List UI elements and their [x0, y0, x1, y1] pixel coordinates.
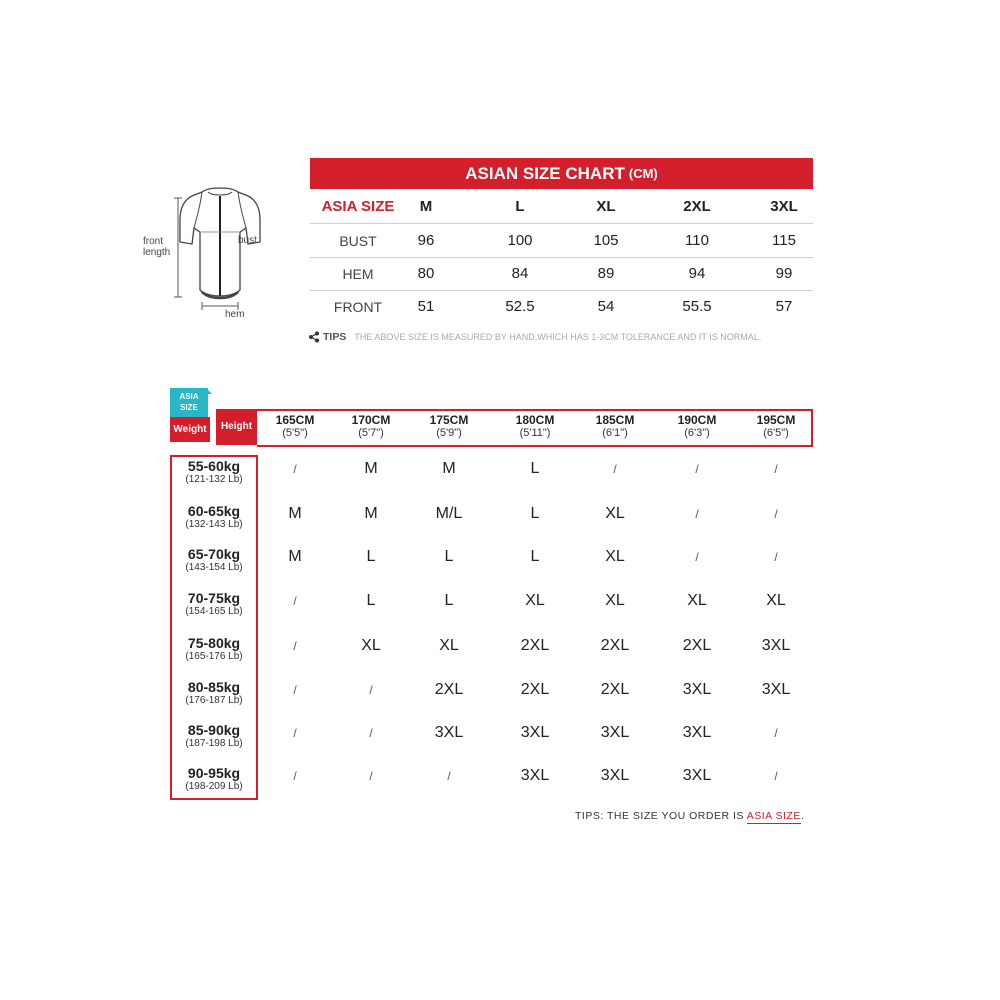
size-recommendation-cell: / — [369, 769, 373, 783]
weight-kg: 55-60kg — [187, 458, 241, 474]
size-chart-title: ASIAN SIZE CHART — [465, 163, 625, 183]
height-cm: 170CM — [351, 413, 391, 427]
size-recommendation-cell: / — [774, 462, 778, 476]
size-recommendation-cell: 2XL — [600, 637, 630, 654]
weight-lb: (198-209 Lb) — [185, 781, 243, 792]
weight-kg: 75-80kg — [187, 635, 241, 651]
weight-kg: 90-95kg — [187, 765, 241, 781]
weight-kg: 60-65kg — [187, 503, 241, 519]
size-recommendation-cell: / — [293, 769, 297, 783]
size-recommendation-cell: M — [364, 460, 378, 477]
weight-lb: (165-176 Lb) — [185, 651, 243, 662]
size-recommendation-cell: / — [774, 726, 778, 740]
weight-cell — [170, 590, 258, 617]
size-recommendation-cell: / — [774, 550, 778, 564]
table-cell: 96 — [417, 232, 435, 249]
weight-lb: (132-143 Lb) — [185, 519, 243, 530]
size-header-cell: XL — [596, 198, 616, 215]
weight-cell — [170, 546, 258, 573]
size-recommendation-cell: M — [442, 460, 456, 477]
table-cell: 57 — [775, 298, 793, 315]
table-cell: 84 — [511, 265, 529, 282]
height-cm: 190CM — [677, 413, 717, 427]
height-cm: 185CM — [595, 413, 635, 427]
height-ft: (5'7") — [358, 427, 384, 439]
size-recommendation-cell: 3XL — [682, 724, 712, 741]
size-recommendation-cell: 3XL — [600, 767, 630, 784]
size-recommendation-cell: / — [695, 550, 699, 564]
height-ft: (6'5") — [763, 427, 789, 439]
size-recommendation-cell: L — [366, 548, 376, 565]
tips-text: THE ABOVE SIZE IS MEASURED BY HAND,WHICH HAS 1-3CM TOLERANCE AND IT IS NORMAL. — [354, 332, 762, 342]
size-recommendation-cell: XL — [605, 592, 625, 609]
size-recommendation-cell: 2XL — [520, 681, 550, 698]
size-recommendation-cell: 2XL — [600, 681, 630, 698]
table-cell: 100 — [507, 232, 533, 249]
table-cell: 54 — [597, 298, 615, 315]
size-recommendation-cell: L — [444, 592, 454, 609]
size-recommendation-cell: / — [293, 726, 297, 740]
height-header: Height — [216, 409, 257, 445]
size-recommendation-cell: 2XL — [682, 637, 712, 654]
weight-kg: 85-90kg — [187, 722, 241, 738]
weight-kg: 65-70kg — [187, 546, 241, 562]
table-cell: 110 — [685, 232, 709, 249]
height-cell — [409, 413, 489, 439]
size-recommendation-cell: XL — [605, 505, 625, 522]
size-recommendation-cell: 3XL — [682, 767, 712, 784]
weight-cell — [170, 722, 258, 749]
height-cell — [331, 413, 411, 439]
weight-cell — [170, 765, 258, 792]
weight-lb: (121-132 Lb) — [185, 474, 243, 485]
size-header-cell: 3XL — [770, 198, 798, 215]
asia-size-badge: ASIA SIZE — [170, 388, 208, 417]
size-recommendation-cell: M — [288, 505, 302, 522]
size-header-cell: 2XL — [683, 198, 711, 215]
size-recommendation-cell: 3XL — [600, 724, 630, 741]
height-ft: (6'1") — [602, 427, 628, 439]
table-cell: 80 — [417, 265, 435, 282]
order-tips-highlight: ASIA SIZE — [746, 810, 801, 822]
tips-label: TIPS — [323, 331, 347, 343]
table-cell: 55.5 — [682, 298, 712, 315]
badge-fold — [206, 388, 212, 394]
size-recommendation-cell: / — [293, 639, 297, 653]
size-header-cell: M — [419, 198, 433, 215]
size-recommendation-cell: L — [530, 505, 540, 522]
size-recommendation-cell: L — [366, 592, 376, 609]
size-recommendation-cell: 3XL — [761, 681, 791, 698]
height-ft: (5'9") — [436, 427, 462, 439]
height-ft: (5'11") — [519, 427, 551, 439]
order-tips-suffix: . — [800, 810, 805, 822]
size-recommendation-cell: / — [695, 462, 699, 476]
height-cm: 195CM — [756, 413, 796, 427]
table-cell: 115 — [772, 232, 796, 249]
share-icon — [308, 331, 320, 343]
table-cell: 105 — [593, 232, 619, 249]
weight-cell — [170, 458, 258, 485]
size-recommendation-cell: XL — [525, 592, 545, 609]
size-chart-unit: (CM) — [628, 166, 658, 181]
size-chart-row-front — [310, 291, 813, 323]
size-recommendation-cell: / — [293, 683, 297, 697]
asia-size-header: ASIA SIZE — [321, 198, 395, 215]
size-recommendation-cell: XL — [361, 637, 381, 654]
front-length-label: front length — [143, 236, 171, 258]
size-recommendation-cell: XL — [439, 637, 459, 654]
size-recommendation-cell: L — [530, 460, 540, 477]
size-recommendation-cell: 3XL — [520, 724, 550, 741]
size-recommendation-cell: XL — [605, 548, 625, 565]
table-cell: 51 — [417, 298, 435, 315]
size-recommendation-cell: XL — [687, 592, 707, 609]
height-cm: 165CM — [275, 413, 315, 427]
size-recommendation-cell: / — [774, 507, 778, 521]
size-chart-header-row — [310, 191, 813, 224]
size-chart-row-bust — [310, 225, 813, 258]
row-label: FRONT — [333, 299, 383, 315]
row-label: HEM — [342, 266, 374, 282]
weight-cell — [170, 635, 258, 662]
size-recommendation-cell: / — [369, 683, 373, 697]
height-ft: (6'3") — [684, 427, 710, 439]
size-recommendation-cell: / — [695, 507, 699, 521]
size-recommendation-cell: / — [447, 769, 451, 783]
size-recommendation-cell: / — [369, 726, 373, 740]
size-recommendation-cell: XL — [766, 592, 786, 609]
order-tips-text: TIPS: THE SIZE YOU ORDER IS — [575, 810, 744, 822]
height-cell — [575, 413, 655, 439]
order-tips — [575, 810, 804, 822]
row-label: BUST — [339, 233, 377, 249]
height-ft: (5'5") — [282, 427, 308, 439]
weight-header: Weight — [170, 417, 210, 442]
weight-kg: 70-75kg — [187, 590, 241, 606]
table-cell: 89 — [597, 265, 615, 282]
weight-cell — [170, 679, 258, 706]
measurement-tips — [308, 331, 761, 343]
height-cell — [495, 413, 575, 439]
height-cm: 175CM — [429, 413, 469, 427]
weight-lb: (187-198 Lb) — [185, 738, 243, 749]
size-chart-row-hem — [310, 258, 813, 291]
size-recommendation-cell: 3XL — [761, 637, 791, 654]
size-recommendation-cell: 2XL — [520, 637, 550, 654]
hem-label: hem — [225, 309, 245, 320]
height-cell — [255, 413, 335, 439]
size-recommendation-cell: 2XL — [434, 681, 464, 698]
height-cell — [736, 413, 816, 439]
height-cell — [657, 413, 737, 439]
size-recommendation-cell: M — [364, 505, 378, 522]
weight-lb: (143-154 Lb) — [185, 562, 243, 573]
size-recommendation-cell: / — [774, 769, 778, 783]
bust-label: bust — [238, 235, 257, 246]
size-recommendation-cell: / — [293, 462, 297, 476]
size-chart-title-bar — [310, 158, 813, 189]
table-cell: 94 — [688, 265, 706, 282]
weight-lb: (176-187 Lb) — [185, 695, 243, 706]
size-recommendation-cell: L — [444, 548, 454, 565]
table-cell: 99 — [775, 265, 793, 282]
weight-lb: (154-165 Lb) — [185, 606, 243, 617]
size-recommendation-cell: L — [530, 548, 540, 565]
size-recommendation-cell: / — [293, 594, 297, 608]
size-recommendation-cell: 3XL — [682, 681, 712, 698]
size-recommendation-cell: 3XL — [520, 767, 550, 784]
size-recommendation-cell: M/L — [435, 505, 463, 522]
size-recommendation-cell: 3XL — [434, 724, 464, 741]
size-recommendation-cell: M — [288, 548, 302, 565]
table-cell: 52.5 — [505, 298, 535, 315]
size-recommendation-cell: / — [613, 462, 617, 476]
height-cm: 180CM — [515, 413, 555, 427]
weight-cell — [170, 503, 258, 530]
weight-kg: 80-85kg — [187, 679, 241, 695]
size-header-cell: L — [515, 198, 525, 215]
